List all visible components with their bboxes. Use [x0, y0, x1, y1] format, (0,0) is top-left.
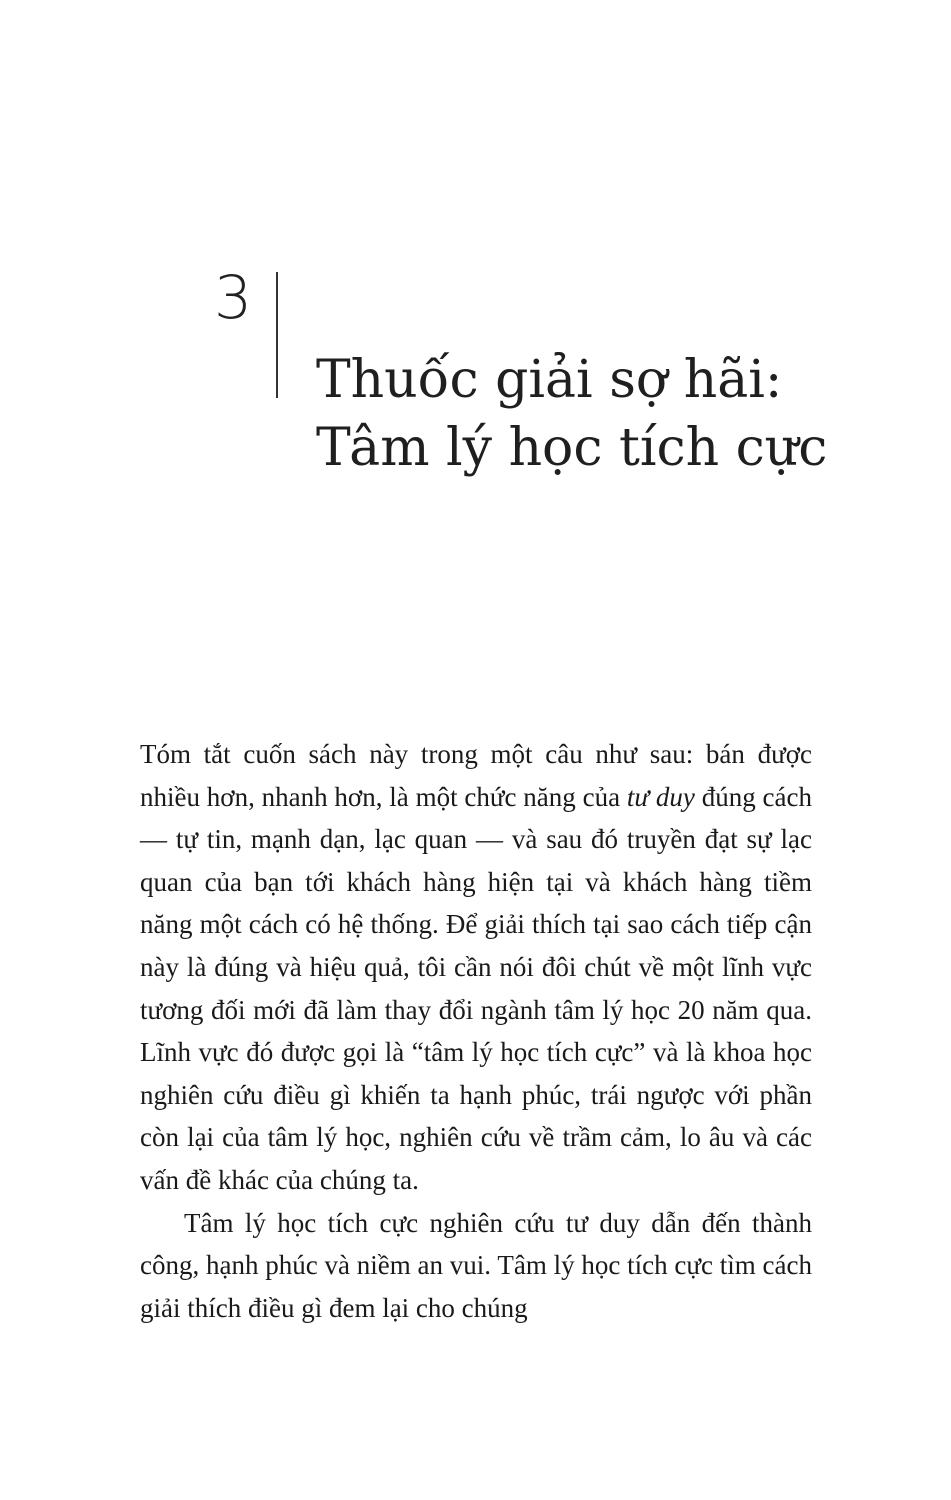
chapter-title: [316, 346, 876, 482]
chapter-title-line-1: Thuốc giải sợ hãi:: [316, 350, 783, 410]
paragraph-1-text-a: Tóm tắt cuốn sách này trong một câu như sau: bán được nhiều hơn, nhanh hơn, là một chức năng của: [140, 739, 812, 812]
paragraph-1: [140, 733, 812, 1202]
chapter-divider: [276, 272, 278, 398]
paragraph-2: Tâm lý học tích cực nghiên cứu tư duy dẫn đến thành công, hạnh phúc và niềm an vui. Tâm lý học tích cực tìm cách giải thích điều gì đem lại cho chúng: [140, 1207, 812, 1323]
chapter-body: [140, 733, 812, 1329]
paragraph-1-emphasis: tư duy: [626, 781, 695, 812]
chapter-title-line-2: Tâm lý học tích cực: [316, 418, 828, 478]
paragraph-1-text-b: đúng cách — tự tin, mạnh dạn, lạc quan — và sau đó truyền đạt sự lạc quan của bạn tới khách hàng hiện tại và khách hàng tiềm năng một cách có hệ thống. Để giải thích tại sao cách tiếp cận này là đúng và hiệu quả, tôi cần nói đôi chút về một lĩnh vực tương đối mới đã làm thay đổi ngành tâm lý học 20 năm qua. Lĩnh vực đó được gọi là “tâm lý học tích cực” và là khoa học nghiên cứu điều gì khiến ta hạnh phúc, trái ngược với phần còn lại của tâm lý học, nghiên cứu về trầm cảm, lo âu và các vấn đề khác của chúng ta.: [140, 781, 812, 1195]
chapter-number: 3: [214, 263, 253, 333]
